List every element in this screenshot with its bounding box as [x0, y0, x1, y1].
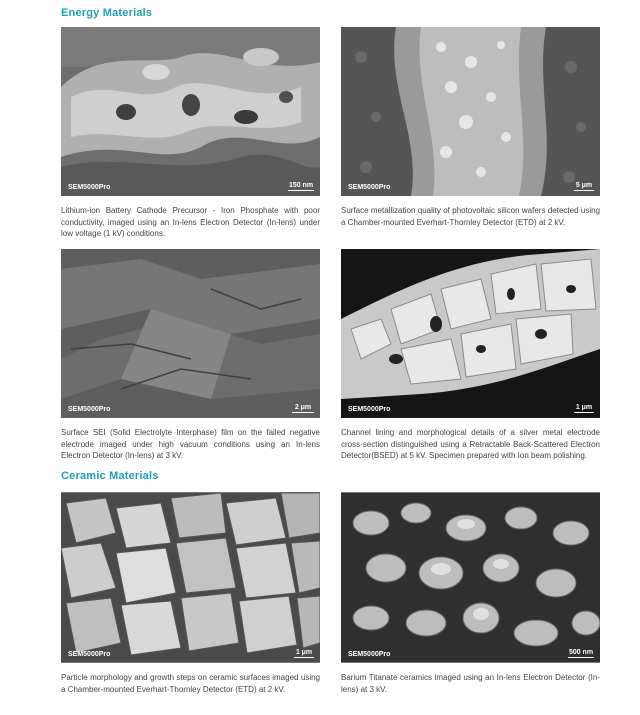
sem-image-1 — [61, 27, 320, 196]
scale-bar: 5 μm — [575, 182, 593, 189]
image-caption: Surface SEI (Solid Electrolyte Interphase) film on the failed negative electrode imaged under high vacuum conditions using an In-lens Electron Detector (In-lens) at 3 kV. — [61, 428, 320, 460]
section-title-energy: Energy Materials — [61, 7, 153, 19]
scale-bar: 150 nm — [288, 182, 314, 189]
image-panel-2 — [341, 27, 600, 228]
silver-electrode-micrograph — [341, 249, 600, 418]
image-panel-1 — [61, 27, 320, 240]
iron-phosphate-micrograph — [61, 27, 320, 196]
instrument-label: SEM5000Pro — [348, 651, 391, 658]
silicon-wafer-micrograph — [341, 27, 600, 196]
sem-image-6 — [341, 492, 600, 663]
image-caption: Lithium-ion Battery Cathode Precursor - Iron Phosphate with poor conductivity, imaged using an In-lens Electron Detector (In-lens) under low voltage (1 kV) conditions. — [61, 206, 320, 238]
scale-bar: 2 μm — [292, 404, 314, 413]
image-caption: Channel lining and morphological details of a silver metal electrode cross-section distinguished using a Retractable Back-Scattered Electron Detector(BSED) at 5 kV. Specimen prepared with Ion beam polishing. — [341, 428, 600, 460]
scale-bar: 1 μm — [295, 649, 313, 656]
sem-image-3 — [61, 249, 320, 418]
instrument-label: SEM5000Pro — [68, 184, 111, 191]
image-panel-4 — [341, 249, 600, 462]
sem-image-4 — [341, 249, 600, 418]
ceramic-particles-micrograph — [61, 492, 320, 663]
image-caption: Surface metallization quality of photovoltaic silicon wafers detected using a Chamber-mounted Everhart-Thornley Detector (ETD) at 2 kV. — [341, 206, 600, 227]
scale-bar: 500 nm — [568, 649, 594, 656]
instrument-label: SEM5000Pro — [68, 406, 111, 413]
sem-image-5 — [61, 492, 320, 663]
instrument-label: SEM5000Pro — [348, 184, 391, 191]
image-panel-5 — [61, 492, 320, 695]
instrument-label: SEM5000Pro — [348, 406, 391, 413]
sei-film-micrograph — [61, 249, 320, 418]
image-caption: Barium Titanate ceramics imaged using an In-lens Electron Detector (In-lens) at 3 kV. — [341, 673, 600, 694]
sem-image-2 — [341, 27, 600, 196]
instrument-label: SEM5000Pro — [68, 651, 111, 658]
scale-bar: 1 μm — [575, 404, 593, 411]
image-panel-6 — [341, 492, 600, 695]
section-title-ceramic: Ceramic Materials — [61, 470, 159, 482]
image-caption: Particle morphology and growth steps on ceramic surfaces imaged using a Chamber-mounted Everhart-Thornley Detector (ETD) at 2 kV. — [61, 673, 320, 694]
image-panel-3 — [61, 249, 320, 462]
barium-titanate-micrograph — [341, 492, 600, 663]
